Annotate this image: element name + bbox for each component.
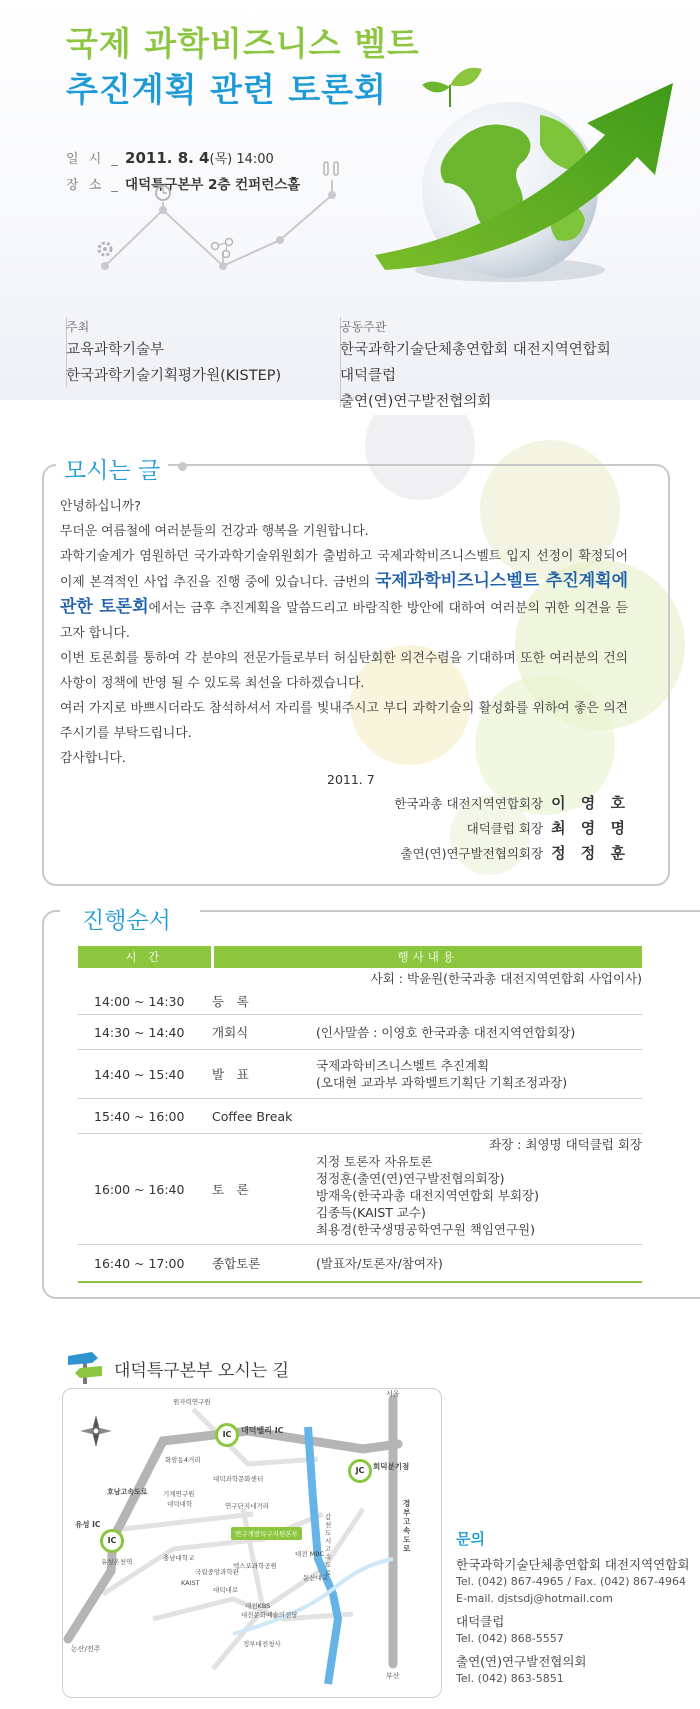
table-row [78, 1245, 642, 1283]
map-label: 국립중앙과학관 [195, 1568, 239, 1576]
map-label: 대덕대학 [167, 1500, 193, 1508]
contact-line: Tel. (042) 863-5851 [456, 1672, 564, 1685]
cohost-item: 출연(연)연구발전협의회 [340, 394, 492, 410]
map-label: 연구단지네거리 [225, 1502, 269, 1510]
contact-line: Tel. (042) 868-5557 [456, 1632, 564, 1645]
row-event: Coffee Break [212, 1099, 316, 1134]
map-label: 갑천도시고속도로 [325, 1513, 332, 1577]
row-time: 14:00 ~ 14:30 [78, 968, 212, 1015]
map-label: 화암동4거리 [165, 1456, 201, 1464]
row-note: 사회 : 박윤원(한국과총 대전지역연합회 사업이사) [370, 971, 642, 986]
row-event: 개회식 [212, 1015, 316, 1050]
contact-line: Tel. (042) 867-4965 / Fax. (042) 867-4964 [456, 1575, 686, 1588]
row-time: 15:40 ~ 16:00 [78, 1099, 212, 1134]
map-label: 경부고속도로 [403, 1499, 411, 1553]
schedule-title: 진행순서 [74, 902, 179, 935]
signer-name: 정 정 훈 [551, 844, 630, 862]
clock-icon [156, 186, 170, 200]
title-dot [178, 462, 187, 471]
target-location-marker: 연구개발특구지원본부 [231, 1527, 302, 1540]
map-label: 엑스포과학공원 [233, 1562, 277, 1570]
host-list [66, 337, 281, 389]
map-label: 회덕분기점 [373, 1462, 410, 1471]
map-label: 대덕과학문화센터 [213, 1475, 264, 1483]
row-time: 14:40 ~ 15:40 [78, 1050, 212, 1099]
cohost-item: 한국과학기술단체총연합회 대전지역연합회 [340, 342, 611, 358]
signature-2 [300, 817, 630, 838]
row-event: 종합토론 [212, 1245, 316, 1283]
location-map [62, 1388, 442, 1698]
title-line-2: 추진계획 관련 토론회 [66, 70, 387, 109]
test-tubes-icon [324, 162, 338, 175]
row-detail: (발표자/토론자/참여자) [316, 1245, 642, 1283]
signpost-icon [66, 1350, 106, 1384]
table-row [78, 968, 642, 1015]
map-label: 대전문화예술의전당 [241, 1611, 298, 1619]
contact-line: E-mail. djstsdj@hotmail.com [456, 1592, 613, 1605]
date-weekday: (목) 14:00 [209, 152, 274, 167]
row-detail: 지정 토론자 자유토론 [316, 1154, 433, 1169]
row-event: 발 표 [212, 1050, 316, 1099]
row-detail: (오대현 교과부 과학벨트기획단 기획조정과장) [316, 1075, 568, 1090]
map-label: 부산 [386, 1672, 400, 1680]
signer-role: 대덕클럽 회장 [466, 821, 544, 836]
paragraph [60, 544, 628, 646]
map-label: 유성 IC [75, 1520, 101, 1529]
contact-name: 출연(연)연구발전협의회 [456, 1654, 587, 1669]
host-item: 한국과학기술기획평가원(KISTEP) [66, 368, 282, 384]
map-label: 정부대전청사 [243, 1640, 281, 1648]
row-event: 등 록 [212, 968, 316, 1015]
paragraph: 이번 토론회를 통하여 각 분야의 전문가들로부터 허심탄회한 의견수렴을 기대하며 또한 여러분의 건의사항이 정책에 반영 될 수 있도록 최선을 다하겠습니다. [60, 651, 628, 691]
map-label: KAIST [181, 1579, 200, 1587]
signature-3 [300, 842, 630, 863]
date-label: 일 시 _ [66, 152, 121, 167]
row-time: 14:30 ~ 14:40 [78, 1015, 212, 1050]
row-detail: (인사말씀 : 이영호 한국과총 대전지역연합회장) [316, 1015, 642, 1050]
schedule-header-row [78, 946, 642, 968]
contact-name: 대덕클럽 [456, 1614, 505, 1629]
paragraph-text: 과학기술계가 염원하던 국가과학기술위원회가 출범하고 국제과학비즈니스벨트 입지 선정이 확정되어 이제 본격적인 사업 추진을 진행 중에 있습니다. 금번의 [60, 549, 628, 590]
paragraph-text: 에서는 금후 추진계획을 말씀드리고 바람직한 방안에 대하여 여러분의 귀한 의견을 듣고자 합니다. [60, 601, 629, 641]
row-time: 16:40 ~ 17:00 [78, 1245, 212, 1283]
paragraph: 여러 가지로 바쁘시더라도 참석하셔서 자리를 빛내주시고 부디 과학기술의 활성화를 위하여 좋은 의견 주시기를 부탁드립니다. [60, 701, 628, 741]
signature-1 [300, 792, 630, 813]
row-detail: 김종득(KAIST 교수) [316, 1205, 426, 1220]
row-detail: 정정훈(출연(연)연구발전협의회장) [316, 1171, 505, 1186]
place-value: 대덕특구본부 2층 컨퍼런스홀 [125, 177, 301, 193]
host-item: 교육과학기술부 [66, 342, 165, 358]
daedeok-valley-ic-marker: IC [215, 1423, 239, 1447]
gear-icon [99, 243, 111, 255]
map-label: 대덕대로 [213, 1586, 239, 1594]
schedule-table [78, 946, 642, 1283]
row-event: 토 론 [212, 1134, 316, 1245]
invitation-title: 모시는 글 [56, 452, 168, 485]
signer-name: 이 영 호 [551, 794, 630, 812]
compass-icon [80, 1415, 112, 1447]
table-row [78, 1050, 642, 1099]
place-label: 장 소 _ [66, 178, 121, 193]
molecule-icon [212, 239, 233, 258]
signer-role: 한국과총 대전지역연합회장 [394, 796, 544, 811]
row-time: 16:00 ~ 16:40 [78, 1134, 212, 1245]
col-time-header: 시 간 [78, 946, 212, 968]
map-label: 원자력연구원 [173, 1398, 211, 1406]
invitation-body [60, 494, 628, 771]
greeting: 안녕하십니까? [60, 499, 141, 514]
map-label: 호남고속도로 [107, 1488, 148, 1496]
map-label: 기계연구원 [163, 1490, 195, 1498]
map-label: 대덕밸리 IC [241, 1426, 284, 1435]
table-row [78, 1099, 642, 1134]
letter-date: 2011. 7 [327, 772, 375, 787]
map-label: 논산/전주 [71, 1645, 101, 1653]
map-label: 대전 MBC [295, 1550, 325, 1558]
col-content-header: 행사내용 [212, 946, 642, 968]
signer-name: 최 영 명 [551, 819, 630, 837]
timeline-decoration [90, 160, 360, 300]
hoedeok-jc-marker: JC [348, 1459, 372, 1483]
cohost-list [340, 337, 611, 415]
row-note: 좌장 : 최영명 대덕클럽 회장 [489, 1137, 642, 1152]
table-row [78, 1015, 642, 1050]
row-detail: 국제과학비즈니스벨트 추진계획 [316, 1058, 490, 1073]
closing: 감사합니다. [60, 751, 126, 766]
event-title-highlight: 국제과학비즈니스벨트 추진계획에 관한 토론회 [60, 571, 628, 617]
cohost-heading: 공동주관 [340, 320, 387, 334]
cohost-item: 대덕클럽 [340, 368, 397, 384]
contact-title: 문의 [456, 1530, 485, 1548]
contact-list [456, 1556, 696, 1687]
map-label: 서울 [386, 1390, 400, 1398]
contact-name: 한국과학기술단체총연합회 대전지역연합회 [456, 1557, 690, 1572]
paragraph: 무더운 여름철에 여러분들의 건강과 행복을 기원합니다. [60, 524, 369, 539]
row-detail: 최용경(한국생명공학연구원 책임연구원) [316, 1222, 536, 1237]
table-row [78, 1134, 642, 1245]
map-label: 충남대학교 [163, 1554, 195, 1562]
map-label: 유성온천역 [101, 1558, 133, 1566]
signer-role: 출연(연)연구발전협의회장 [400, 846, 544, 861]
title-line-1: 국제 과학비즈니스 벨트 [66, 24, 420, 63]
row-detail: 방재욱(한국과총 대전지역연합회 부회장) [316, 1188, 539, 1203]
date-value: 2011. 8. 4 [125, 149, 210, 167]
host-heading: 주최 [66, 320, 90, 334]
map-label: 대전KBS [245, 1602, 271, 1610]
yuseong-ic-marker: IC [100, 1529, 124, 1553]
directions-title: 대덕특구본부 오시는 길 [114, 1361, 290, 1381]
globe-arrow-illustration [355, 55, 700, 290]
map-label: 둔산대교 [303, 1574, 329, 1582]
